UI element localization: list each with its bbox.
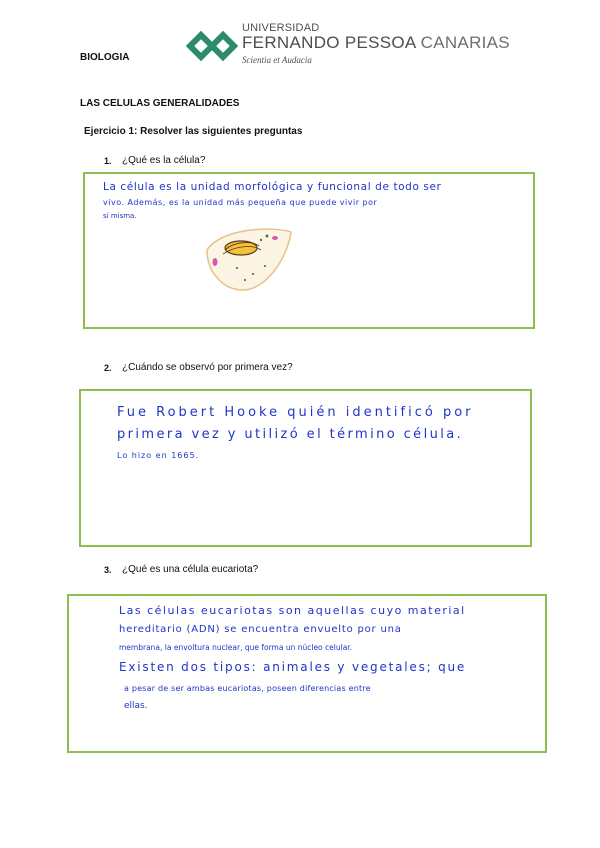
question-number: 3. (104, 565, 112, 575)
answer-line: hereditario (ADN) se encuentra envuelto por una (119, 624, 402, 635)
logo-motto: Scientia et Audacia (242, 55, 312, 65)
logo-mark-icon (186, 24, 238, 68)
logo-university-text: UNIVERSIDAD (242, 22, 320, 34)
answer-line: vivo. Además, es la unidad más pequeña que puede vivir por (103, 198, 378, 207)
page-title: LAS CELULAS GENERALIDADES (80, 98, 240, 109)
answer-line: ellas. (124, 701, 148, 711)
answer-box-1 (83, 172, 535, 329)
answer-line: Lo hizo en 1665. (117, 451, 200, 460)
university-logo (186, 20, 526, 72)
logo-name-text (242, 33, 510, 53)
answer-line: a pesar de ser ambas eucariotas, poseen diferencias entre (124, 684, 371, 693)
subject-label: BIOLOGIA (80, 52, 130, 63)
answer-box-3 (67, 594, 547, 753)
answer-line: membrana, la envoltura nuclear, que forma un núcleo celular. (119, 643, 353, 652)
logo-name-light: CANARIAS (420, 33, 510, 52)
question-text: ¿Qué es la célula? (122, 155, 206, 166)
question-number: 2. (104, 363, 112, 373)
answer-line: Las células eucariotas son aquellas cuyo material (119, 604, 466, 617)
question-text: ¿Cuándo se observó por primera vez? (122, 362, 293, 373)
answer-line: primera vez y utilizó el término célula. (117, 427, 464, 442)
answer-line: Existen dos tipos: animales y vegetales; que (119, 660, 467, 674)
logo-name-main: FERNANDO PESSOA (242, 33, 416, 52)
answer-line: Fue Robert Hooke quién identificó por (117, 405, 474, 420)
question-text: ¿Qué es una célula eucariota? (122, 564, 259, 575)
cell-drawing-icon (203, 224, 295, 296)
answer-line: sí misma. (103, 212, 137, 220)
answer-box-2 (79, 389, 532, 547)
exercise-heading: Ejercicio 1: Resolver las siguientes preguntas (84, 126, 303, 137)
question-number: 1. (104, 156, 112, 166)
answer-line: La célula es la unidad morfológica y funcional de todo ser (103, 181, 442, 193)
